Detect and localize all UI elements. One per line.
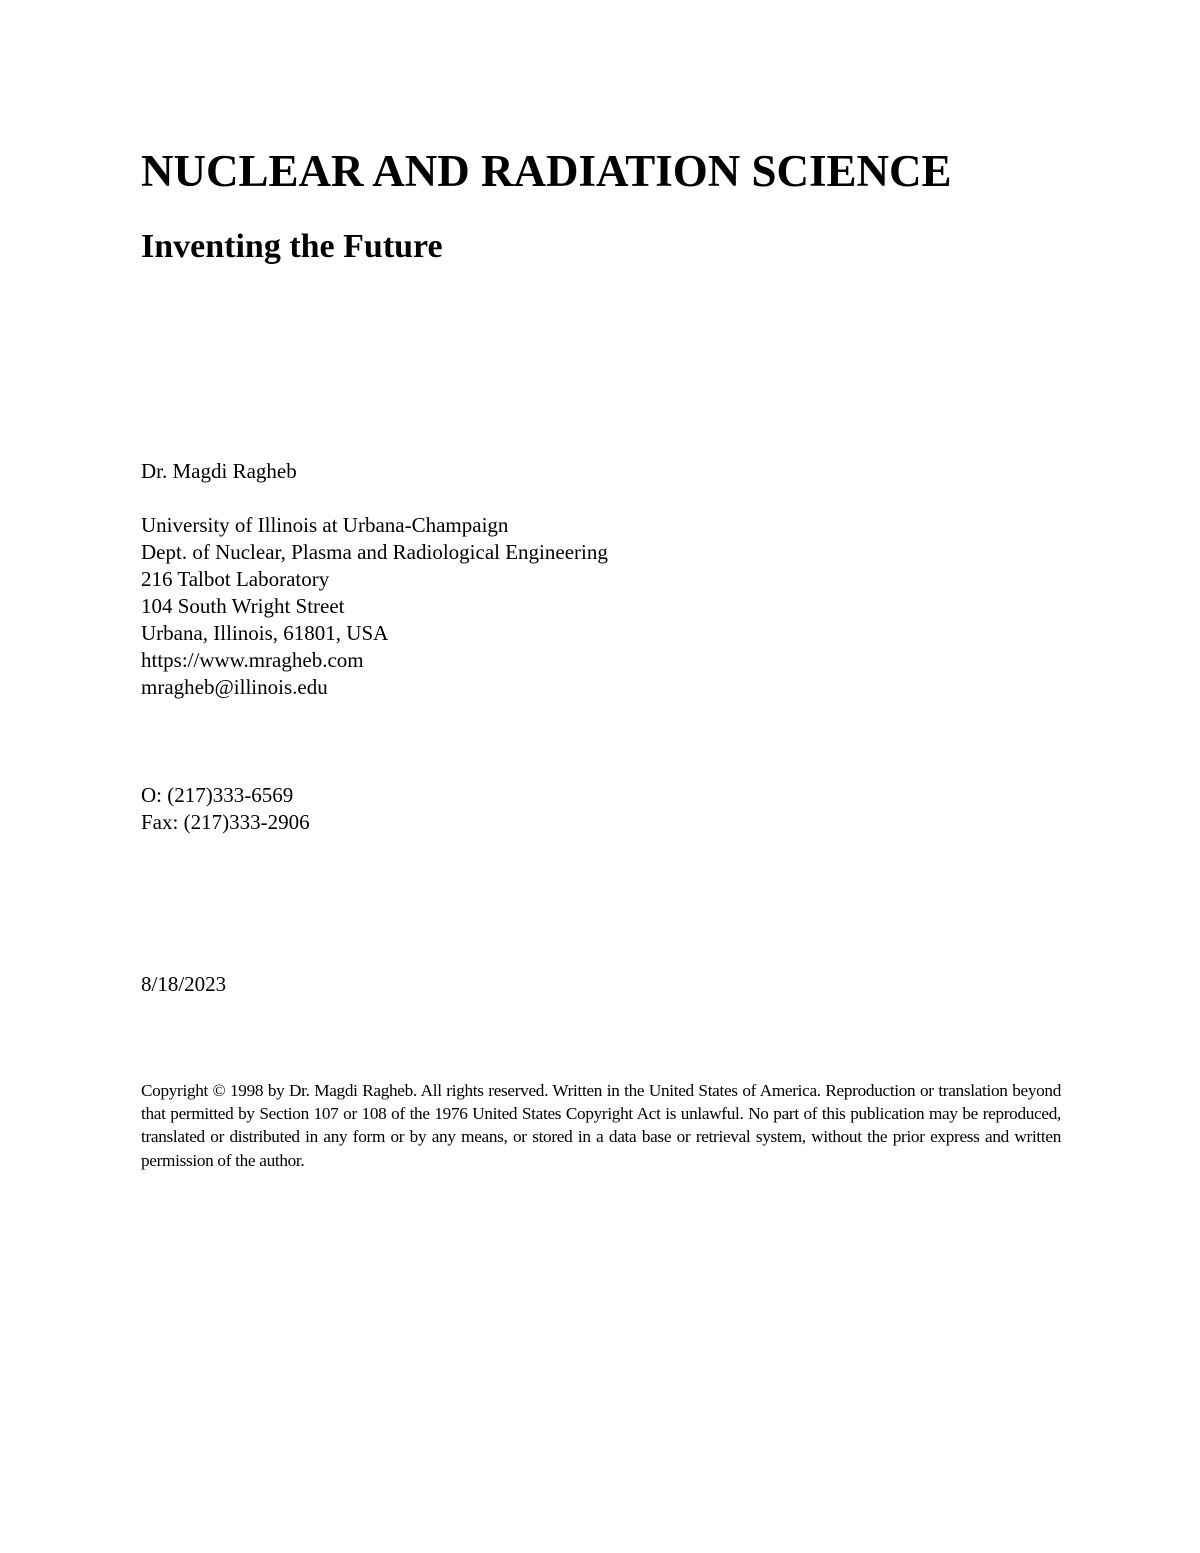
contact-block: [141, 782, 310, 836]
address-city: Urbana, Illinois, 61801, USA: [141, 621, 389, 645]
address-room: 216 Talbot Laboratory: [141, 567, 330, 591]
author-name: Dr. Magdi Ragheb: [141, 459, 297, 483]
document-title: NUCLEAR AND RADIATION SCIENCE: [141, 146, 952, 196]
address-website: https://www.mragheb.com: [141, 648, 364, 672]
office-phone: O: (217)333-6569: [141, 783, 294, 807]
document-subtitle: Inventing the Future: [141, 228, 443, 265]
copyright-notice: Copyright © 1998 by Dr. Magdi Ragheb. All rights reserved. Written in the United States of America. Reproduction or translation beyond that permitted by Section 107 or 108 of the 1976 United States Copyright Act is unlawful. No part of this publication may be reproduced, translated or distributed in any form or by any means, or stored in a data base or retrieval system, without the prior express and written permission of the author.: [141, 1081, 1061, 1170]
fax-number: Fax: (217)333-2906: [141, 810, 310, 834]
address-email: mragheb@illinois.edu: [141, 675, 328, 699]
address-block: [141, 512, 608, 701]
document-date: 8/18/2023: [141, 972, 227, 996]
address-department: Dept. of Nuclear, Plasma and Radiological Engineering: [141, 540, 608, 564]
address-university: University of Illinois at Urbana-Champaign: [141, 513, 509, 537]
address-street: 104 South Wright Street: [141, 594, 345, 618]
